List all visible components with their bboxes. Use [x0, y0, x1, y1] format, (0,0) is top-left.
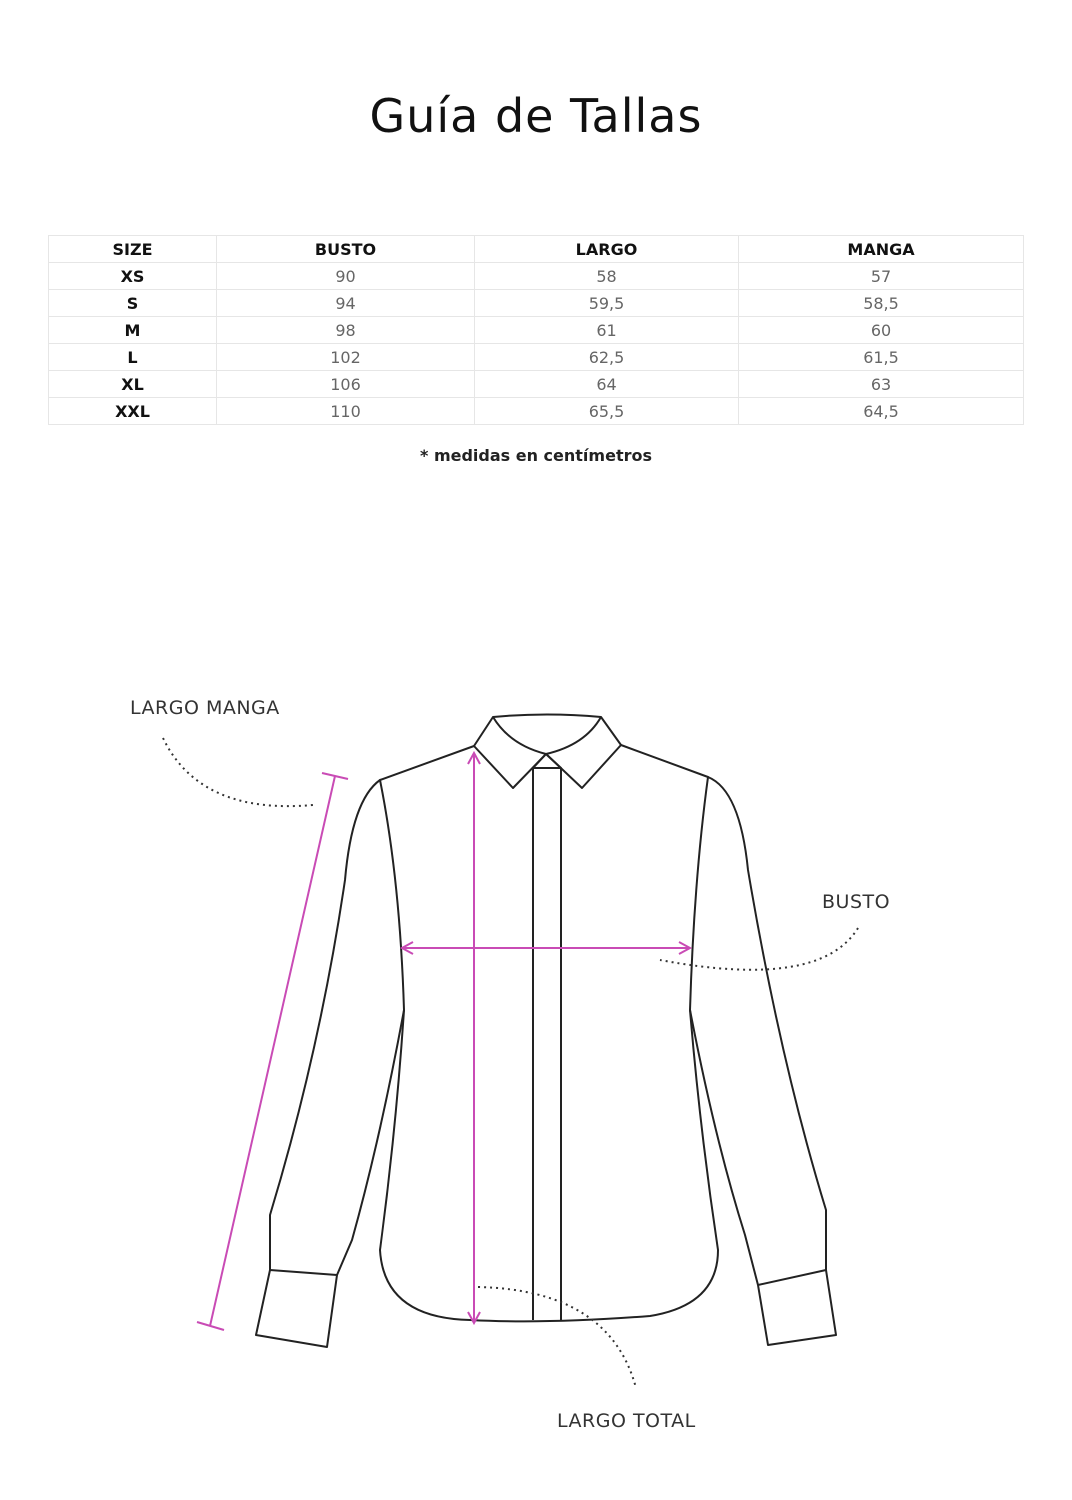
units-note: * medidas en centímetros: [420, 446, 652, 465]
shirt-outline: [256, 715, 836, 1348]
value-cell: 61,5: [739, 344, 1024, 371]
size-cell: M: [49, 317, 217, 344]
right-cuff: [758, 1270, 836, 1345]
value-cell: 90: [217, 263, 475, 290]
value-cell: 64: [475, 371, 739, 398]
page-title: Guía de Tallas: [369, 88, 703, 143]
value-cell: 58: [475, 263, 739, 290]
collar: [474, 715, 621, 789]
value-cell: 64,5: [739, 398, 1024, 425]
size-cell: XS: [49, 263, 217, 290]
value-cell: 110: [217, 398, 475, 425]
value-cell: 94: [217, 290, 475, 317]
label-largo-total: LARGO TOTAL: [557, 1410, 696, 1432]
right-sleeve: [708, 777, 826, 1270]
value-cell: 61: [475, 317, 739, 344]
value-cell: 65,5: [475, 398, 739, 425]
column-header: MANGA: [739, 236, 1024, 263]
value-cell: 57: [739, 263, 1024, 290]
column-header: BUSTO: [217, 236, 475, 263]
value-cell: 58,5: [739, 290, 1024, 317]
value-cell: 106: [217, 371, 475, 398]
value-cell: 59,5: [475, 290, 739, 317]
left-cuff: [256, 1270, 337, 1347]
size-cell: S: [49, 290, 217, 317]
size-cell: L: [49, 344, 217, 371]
label-busto: BUSTO: [822, 891, 891, 913]
value-cell: 60: [739, 317, 1024, 344]
pointer-curves: [163, 738, 858, 1388]
value-cell: 98: [217, 317, 475, 344]
value-cell: 63: [739, 371, 1024, 398]
sleeve-measure-line: [210, 776, 335, 1326]
column-header: LARGO: [475, 236, 739, 263]
value-cell: 102: [217, 344, 475, 371]
label-largo-manga: LARGO MANGA: [130, 697, 280, 719]
column-header: SIZE: [49, 236, 217, 263]
size-cell: XXL: [49, 398, 217, 425]
placket: [533, 768, 561, 1320]
value-cell: 62,5: [475, 344, 739, 371]
body: [380, 745, 718, 1321]
size-cell: XL: [49, 371, 217, 398]
